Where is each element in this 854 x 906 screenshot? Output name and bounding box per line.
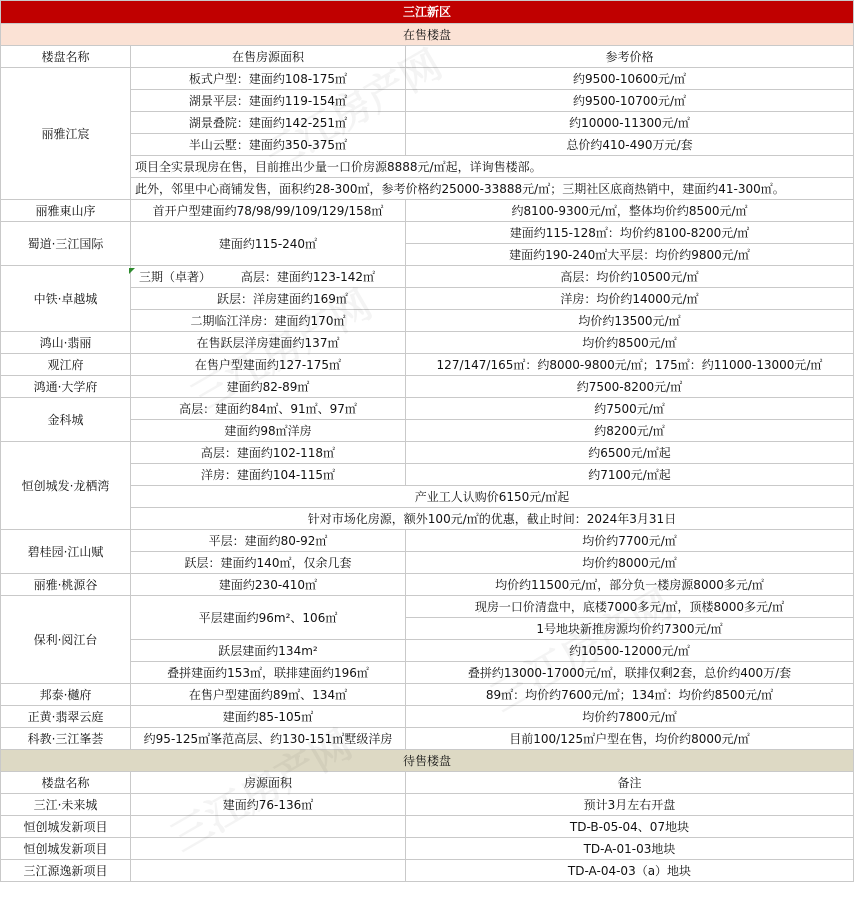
table-row: [1, 706, 854, 728]
header-area: 在售房源面积: [131, 46, 406, 68]
project-name: 邦泰·樾府: [1, 684, 131, 706]
price-cell: 目前100/125㎡户型在售，均价约8000元/㎡: [406, 728, 854, 750]
price-cell: 现房一口价清盘中，底楼7000多元/㎡，顶楼8000多元/㎡: [406, 596, 854, 618]
price-cell: 均价约8000元/㎡: [406, 552, 854, 574]
header-area: 房源面积: [131, 772, 406, 794]
area-cell: [131, 266, 406, 288]
comment-marker-icon: [129, 268, 135, 274]
price-cell: 约9500-10700元/㎡: [406, 90, 854, 112]
area-cell: 建面约82-89㎡: [131, 376, 406, 398]
project-name: 正黄·翡翠云庭: [1, 706, 131, 728]
table-row: [1, 332, 854, 354]
project-name: 保利·阅江台: [1, 596, 131, 684]
price-cell: 均价约8500元/㎡: [406, 332, 854, 354]
price-cell: 建面约190-240㎡大平层：均价约9800元/㎡: [406, 244, 854, 266]
table-row: [1, 728, 854, 750]
price-cell: 总价约410-490万元/套: [406, 134, 854, 156]
header-row: [1, 46, 854, 68]
area-cell: [131, 816, 406, 838]
area-cell: 二期临江洋房：建面约170㎡: [131, 310, 406, 332]
table-row: [1, 442, 854, 464]
area-cell: 跃层建面约134m²: [131, 640, 406, 662]
price-cell: 约9500-10600元/㎡: [406, 68, 854, 90]
project-name: 观江府: [1, 354, 131, 376]
section-upcoming: [1, 750, 854, 772]
title-row: [1, 1, 854, 24]
price-cell: 约7100元/㎡起: [406, 464, 854, 486]
area-cell: 跃层：建面约140㎡，仅余几套: [131, 552, 406, 574]
project-name: 三江·未来城: [1, 794, 131, 816]
project-name: 丽雅東山序: [1, 200, 131, 222]
note-cell: TD-A-01-03地块: [406, 838, 854, 860]
area-cell: 建面约98㎡洋房: [131, 420, 406, 442]
header-name: 楼盘名称: [1, 772, 131, 794]
area-cell: [131, 838, 406, 860]
price-cell: 约8200元/㎡: [406, 420, 854, 442]
price-cell: 89㎡：均价约7600元/㎡；134㎡：均价约8500元/㎡: [406, 684, 854, 706]
note-cell: TD-B-05-04、07地块: [406, 816, 854, 838]
table-row: [1, 596, 854, 618]
project-name: 科教·三江峯荟: [1, 728, 131, 750]
area-cell: 半山云墅：建面约350-375㎡: [131, 134, 406, 156]
price-cell: 均价约7700元/㎡: [406, 530, 854, 552]
table-row: [1, 376, 854, 398]
area-cell: 湖景平层：建面约119-154㎡: [131, 90, 406, 112]
note-cell: 此外，邻里中心商铺发售，面积约28-300㎡，参考价格约25000-33888元/㎡；三期社区底商热销中，建面约41-300㎡。: [131, 178, 854, 200]
area-cell: 平层：建面约80-92㎡: [131, 530, 406, 552]
price-cell: 1号地块新推房源均价约7300元/㎡: [406, 618, 854, 640]
area-text: 高层：建面约123-142㎡: [240, 269, 376, 284]
table-row: [1, 794, 854, 816]
page-title: 三江新区: [1, 1, 854, 24]
price-cell: 洋房：均价约14000元/㎡: [406, 288, 854, 310]
price-cell: 约7500-8200元/㎡: [406, 376, 854, 398]
project-name: 恒创城发新项目: [1, 816, 131, 838]
price-cell: 均价约13500元/㎡: [406, 310, 854, 332]
phase-label: 三期（卓著）: [138, 269, 211, 284]
table-row: [1, 530, 854, 552]
area-cell: 湖景叠院：建面约142-251㎡: [131, 112, 406, 134]
table-row: [1, 684, 854, 706]
project-name: 丽雅江宸: [1, 68, 131, 200]
header-note: 备注: [406, 772, 854, 794]
price-cell: 约8100-9300元/㎡，整体均价约8500元/㎡: [406, 200, 854, 222]
price-cell: 约10000-11300元/㎡: [406, 112, 854, 134]
project-name: 恒创城发·龙栖湾: [1, 442, 131, 530]
project-name: 鸿山·翡丽: [1, 332, 131, 354]
section-onsale: [1, 24, 854, 46]
header-name: 楼盘名称: [1, 46, 131, 68]
note-cell: TD-A-04-03（a）地块: [406, 860, 854, 882]
table-row: [1, 68, 854, 90]
section-title: 待售楼盘: [1, 750, 854, 772]
project-name: 恒创城发新项目: [1, 838, 131, 860]
area-cell: 叠拼建面约153㎡，联排建面约196㎡: [131, 662, 406, 684]
header-row: [1, 772, 854, 794]
table-row: [1, 816, 854, 838]
note-cell: 预计3月左右开盘: [406, 794, 854, 816]
table-row: [1, 838, 854, 860]
project-name: 蜀道·三江国际: [1, 222, 131, 266]
note-cell: 针对市场化房源，额外100元/㎡的优惠，截止时间：2024年3月31日: [131, 508, 854, 530]
area-cell: 在售户型建面约89㎡、134㎡: [131, 684, 406, 706]
price-cell: 均价约7800元/㎡: [406, 706, 854, 728]
area-cell: 平层建面约96m²、106㎡: [131, 596, 406, 640]
area-cell: 建面约85-105㎡: [131, 706, 406, 728]
project-name: 鸿通·大学府: [1, 376, 131, 398]
table-row: [1, 222, 854, 244]
price-cell: 约6500元/㎡起: [406, 442, 854, 464]
table-row: [1, 574, 854, 596]
area-cell: 板式户型：建面约108-175㎡: [131, 68, 406, 90]
price-cell: 建面约115-128㎡：均价约8100-8200元/㎡: [406, 222, 854, 244]
area-cell: 建面约115-240㎡: [131, 222, 406, 266]
header-price: 参考价格: [406, 46, 854, 68]
project-name: 丽雅·桃源谷: [1, 574, 131, 596]
area-cell: 首开户型建面约78/98/99/109/129/158㎡: [131, 200, 406, 222]
note-cell: 产业工人认购价6150元/㎡起: [131, 486, 854, 508]
price-cell: 均价约11500元/㎡，部分负一楼房源8000多元/㎡: [406, 574, 854, 596]
area-cell: 约95-125㎡峯范高层、约130-151㎡墅级洋房: [131, 728, 406, 750]
project-name: 中铁·卓越城: [1, 266, 131, 332]
table-row: [1, 200, 854, 222]
project-name: 金科城: [1, 398, 131, 442]
area-cell: 洋房：建面约104-115㎡: [131, 464, 406, 486]
project-name: 碧桂园·江山赋: [1, 530, 131, 574]
price-cell: 约7500元/㎡: [406, 398, 854, 420]
price-cell: 127/147/165㎡：约8000-9800元/㎡；175㎡：约11000-13000元/㎡: [406, 354, 854, 376]
section-title: 在售楼盘: [1, 24, 854, 46]
note-cell: 项目全实景现房在售，目前推出少量一口价房源8888元/㎡起，详询售楼部。: [131, 156, 854, 178]
area-cell: [131, 860, 406, 882]
price-cell: 叠拼约13000-17000元/㎡，联排仅剩2套，总价约400万/套: [406, 662, 854, 684]
price-cell: 高层：均价约10500元/㎡: [406, 266, 854, 288]
area-cell: 在售户型建面约127-175㎡: [131, 354, 406, 376]
area-cell: 建面约76-136㎡: [131, 794, 406, 816]
table-row: [1, 354, 854, 376]
area-cell: 在售跃层洋房建面约137㎡: [131, 332, 406, 354]
price-cell: 约10500-12000元/㎡: [406, 640, 854, 662]
area-cell: 高层：建面约102-118㎡: [131, 442, 406, 464]
area-cell: 高层：建面约84㎡、91㎡、97㎡: [131, 398, 406, 420]
table-row: [1, 398, 854, 420]
project-name: 三江源逸新项目: [1, 860, 131, 882]
area-cell: 跃层：洋房建面约169㎡: [131, 288, 406, 310]
table-row: [1, 860, 854, 882]
area-cell: 建面约230-410㎡: [131, 574, 406, 596]
